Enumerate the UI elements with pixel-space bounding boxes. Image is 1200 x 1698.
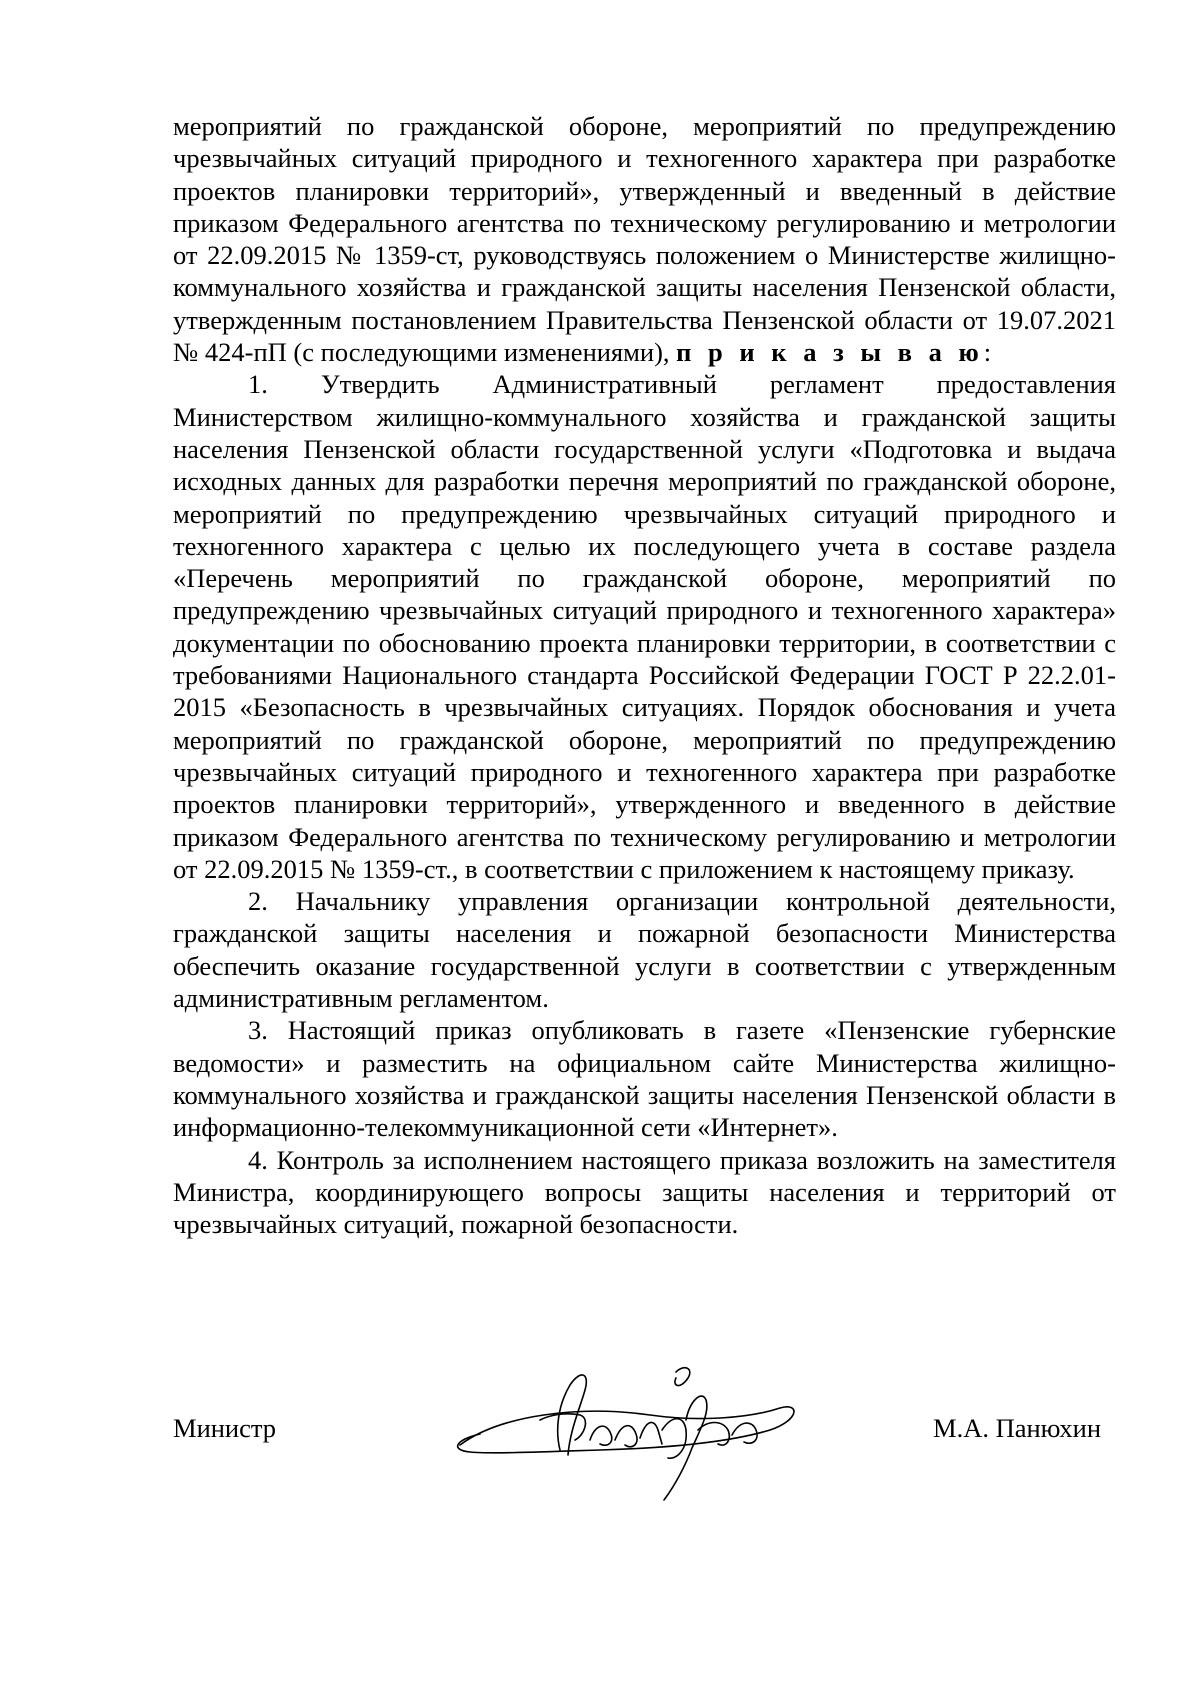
item-1-paragraph: 1. Утвердить Административный регламент предоставления Министерством жилищно-коммунального хозяйства и гражданской защиты населения Пензенской области государственной услуги «Подготовка и выдача исходных данных для разработки перечня мероприятий по гражданской обороне, мероприятий по предупреждению чрезвычайных ситуаций природного и техногенного характера с целью их последующего учета в составе раздела «Перечень мероприятий по гражданской обороне, мероприятий по предупреждению чрезвычайных ситуаций природного и техногенного характера» документации по обоснованию проекта планировки территории, в соответствии с требованиями Национального стандарта Российской Федерации ГОСТ Р 22.2.01-2015 «Безопасность в чрезвычайных ситуациях. Порядок обоснования и учета мероприятий по гражданской обороне, мероприятий по предупреждению чрезвычайных ситуаций природного и техногенного характера при разработке проектов планировки территорий», утвержденного и введенного в действие приказом Федерального агентства по техническому регулированию и метрологии от 22.09.2015 № 1359-ст., в соответствии с приложением к настоящему приказу. [173, 369, 1116, 884]
handwritten-signature [440, 1360, 820, 1510]
item-4-paragraph: 4. Контроль за исполнением настоящего приказа возложить на заместителя Министра, координирующего вопросы защиты населения и территорий от чрезвычайных ситуаций, пожарной безопасности. [173, 1144, 1116, 1240]
signatory-title: Министр [173, 1413, 277, 1443]
document-body [173, 110, 1116, 1240]
intro-paragraph [173, 110, 1116, 368]
item-3-paragraph: 3. Настоящий приказ опубликовать в газете «Пензенские губернские ведомости» и разместить на официальном сайте Министерства жилищно-коммунального хозяйства и гражданской защиты населения Пензенской области в информационно-телекоммуникационной сети «Интернет». [173, 1015, 1116, 1143]
order-word: п р и к а з ы в а ю [676, 337, 984, 368]
intro-text: мероприятий по гражданской обороне, мероприятий по предупреждению чрезвычайных ситуаций природного и техногенного характера при разработке проектов планировки территорий», утвержденный и введенный в действие приказом Федерального агентства по техническому регулированию и метрологии от 22.09.2015 № 1359-ст, руководствуясь положением о Министерстве жилищно-коммунального хозяйства и гражданской защиты населения Пензенской области, утвержденным постановлением Правительства Пензенской области от 19.07.2021 № 424-пП (с последующими изменениями), [173, 111, 1116, 368]
item-2-paragraph: 2. Начальнику управления организации контрольной деятельности, гражданской защиты населения и пожарной безопасности Министерства обеспечить оказание государственной услуги в соответствии с утвержденным административным регламентом. [173, 886, 1116, 1014]
intro-tail: : [983, 337, 992, 368]
signatory-name: М.А. Панюхин [933, 1413, 1102, 1443]
